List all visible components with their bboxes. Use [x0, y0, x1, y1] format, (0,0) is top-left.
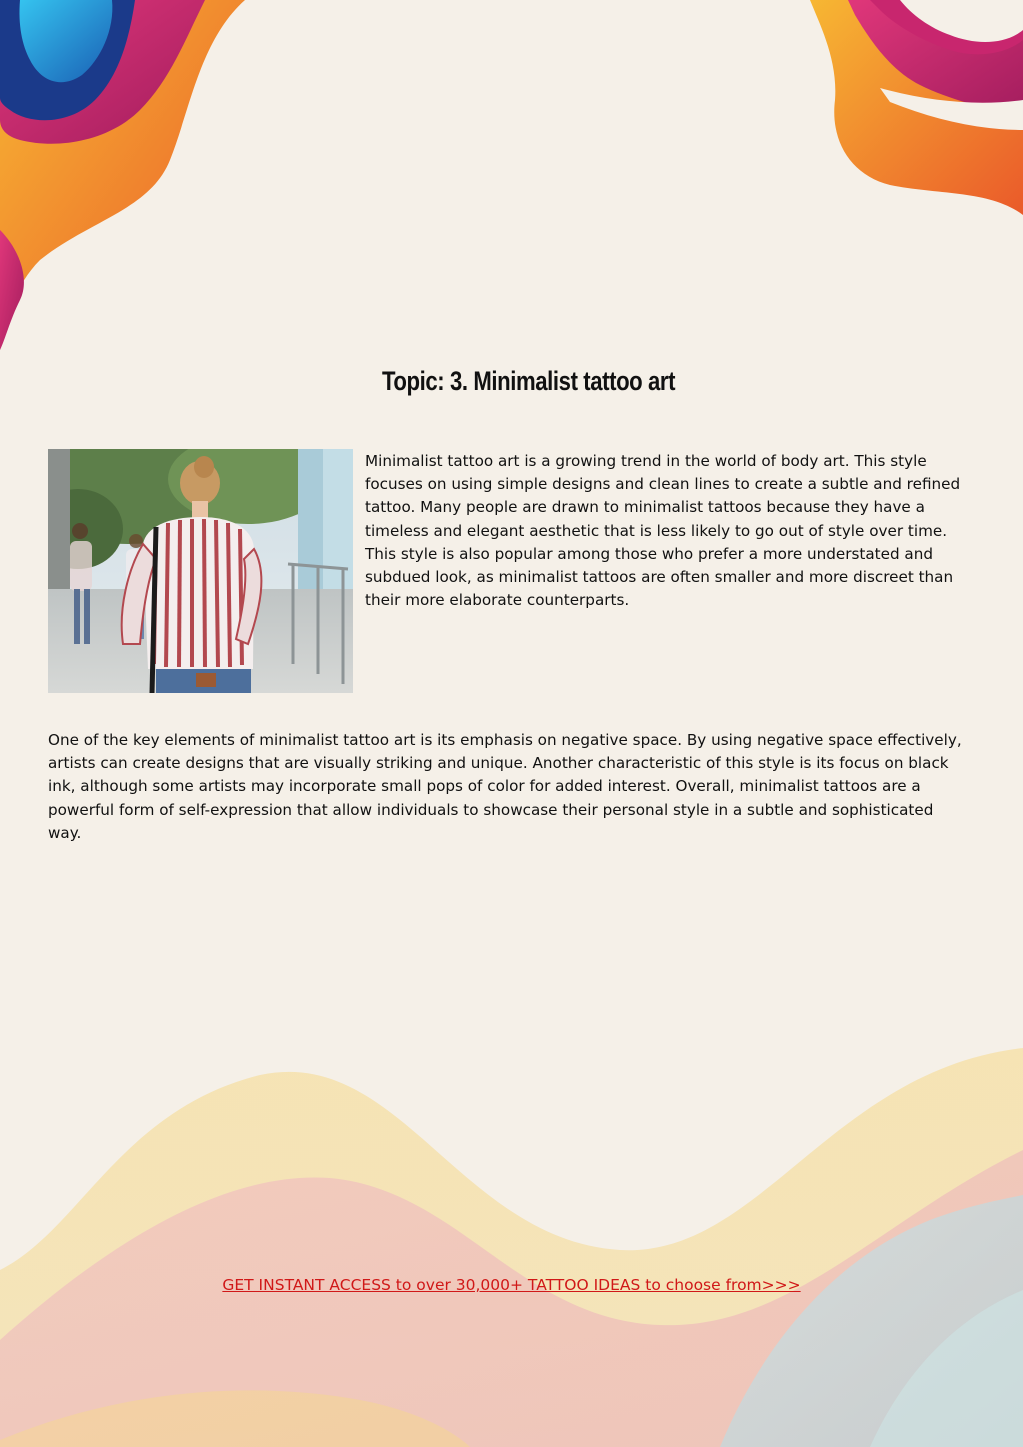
- instant-access-link[interactable]: GET INSTANT ACCESS to over 30,000+ TATTOO IDEAS to choose from>>>: [222, 1276, 801, 1294]
- woman-walking-photo: [48, 449, 353, 693]
- body-paragraph: One of the key elements of minimalist tattoo art is its emphasis on negative space. By using negative space effectively, artists can create designs that are visually striking and unique. Another characteristic of this style is its focus on black ink, although some artists may incorporate small pops of color for added interest. Overall, minimalist tattoos are a powerful form of self-expression that allow individuals to showcase their personal style in a subtle and sophisticated way.: [48, 731, 962, 842]
- intro-paragraph: Minimalist tattoo art is a growing trend in the world of body art. This style focuses on using simple designs and clean lines to create a subtle and refined tattoo. Many people are drawn to minimalist tattoos because they have a timeless and elegant aesthetic that is less likely to go out of style over time. This style is also popular among those who prefer a more understated and subdued look, as minimalist tattoos are often smaller and more discreet than their more elaborate counterparts.: [365, 452, 961, 610]
- page-title: Topic: 3. Minimalist tattoo art: [381, 366, 676, 396]
